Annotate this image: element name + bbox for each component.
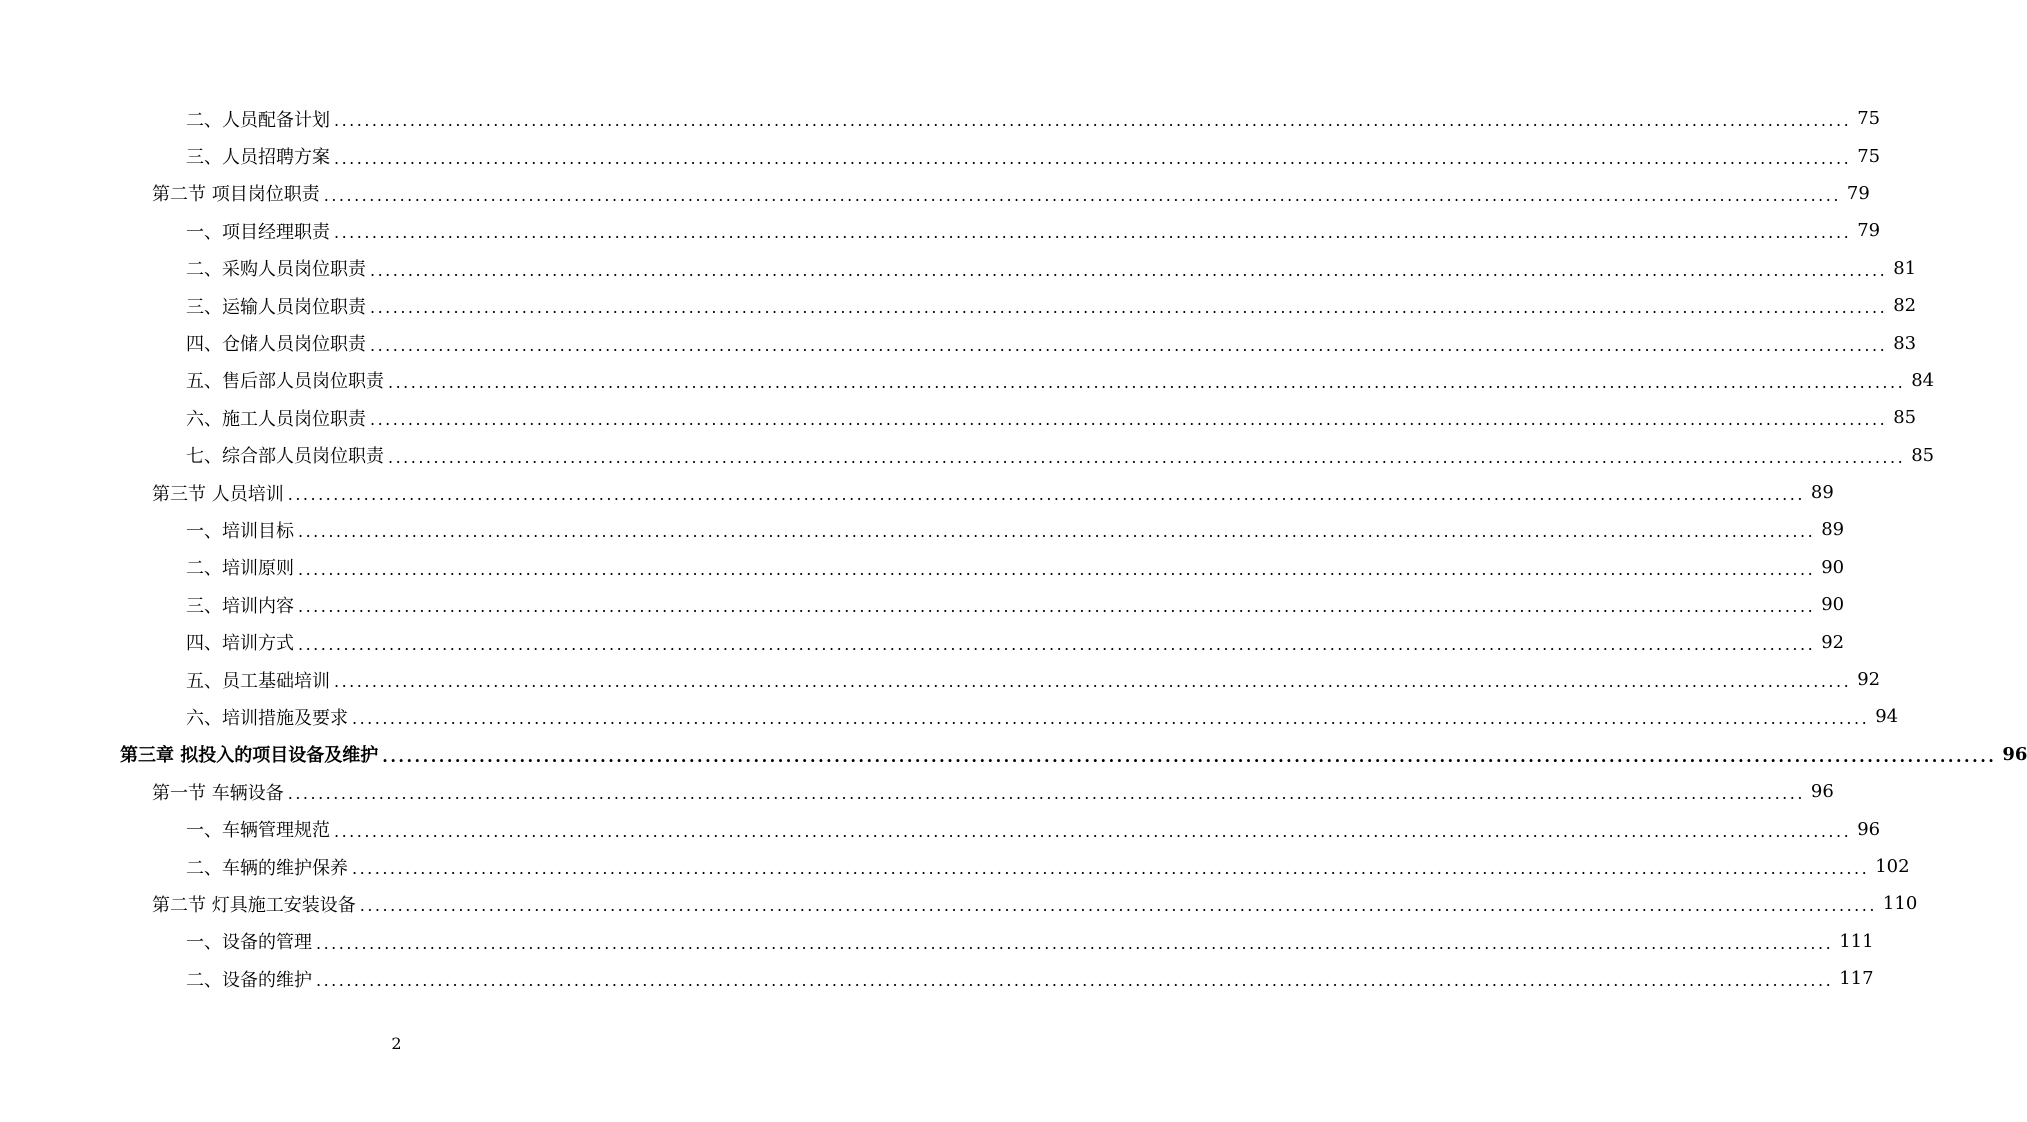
toc-entry-title: 五、售后部人员岗位职责 [186, 371, 384, 393]
toc-entry-title: 第三节 人员培训 [152, 483, 284, 505]
toc-item-entry[interactable] [0, 960, 1874, 997]
toc-entry-page: 117 [1839, 968, 1874, 990]
toc-entry-page: 102 [1875, 856, 1910, 877]
toc-item-entry[interactable] [0, 623, 1845, 660]
toc-item-entry[interactable] [0, 399, 1917, 436]
dot-leader: ........................................................................................................................................................................................................ [370, 260, 1888, 280]
toc-section-entry[interactable] [0, 474, 1834, 511]
toc-entry-page: 75 [1857, 145, 1881, 167]
toc-entry-title: 六、施工人员岗位职责 [186, 408, 366, 430]
toc-item-entry[interactable] [0, 810, 1881, 847]
toc-item-entry[interactable] [0, 324, 1917, 361]
dot-leader: ........................................................................................................................................................................................................ [298, 597, 1816, 617]
toc-entry-page: 110 [1882, 893, 1918, 915]
toc-entry-page: 83 [1893, 332, 1917, 354]
dot-leader: ........................................................................................................................................................................................................ [323, 185, 1841, 205]
toc-entry-title: 第二节 项目岗位职责 [152, 184, 320, 206]
dot-leader: ........................................................................................................................................................................................................ [287, 485, 1805, 505]
toc-item-entry[interactable] [0, 212, 1881, 249]
dot-leader: ........................................................................................................................................................................................................ [359, 896, 1877, 916]
toc-item-entry[interactable] [0, 250, 1917, 287]
toc-item-entry[interactable] [0, 586, 1845, 623]
toc-entry-title: 一、设备的管理 [186, 932, 312, 954]
toc-item-entry[interactable] [0, 437, 1935, 474]
toc-entry-page: 96 [1810, 781, 1834, 803]
dot-leader: ........................................................................................................................................................................................................ [298, 634, 1816, 654]
dot-leader: ........................................................................................................................................................................................................ [316, 933, 1834, 953]
toc-entry-page: 79 [1857, 220, 1881, 242]
toc-item-entry[interactable] [0, 698, 1899, 735]
dot-leader: ........................................................................................................................................................................................................ [298, 559, 1816, 579]
toc-entry-page: 75 [1857, 108, 1881, 130]
toc-entry-page: 92 [1821, 631, 1845, 653]
toc-entry-page: 89 [1821, 519, 1845, 541]
toc-entry-page: 92 [1857, 669, 1881, 691]
dot-leader: ........................................................................................................................................................................................................ [352, 709, 1870, 729]
toc-entry-title: 二、培训原则 [186, 558, 294, 580]
toc-item-entry[interactable] [0, 137, 1881, 174]
toc-entry-title: 二、采购人员岗位职责 [186, 259, 366, 281]
toc-item-entry[interactable] [0, 287, 1917, 324]
toc-item-entry[interactable] [0, 362, 1935, 399]
toc-entry-page: 79 [1846, 182, 1870, 204]
dot-leader: ........................................................................................................................................................................................................ [334, 148, 1852, 168]
table-of-contents [0, 100, 2027, 997]
toc-item-entry[interactable] [0, 100, 1881, 137]
toc-section-entry[interactable] [0, 885, 1918, 922]
toc-entry-title: 一、项目经理职责 [186, 221, 330, 243]
toc-entry-title: 三、人员招聘方案 [186, 147, 330, 169]
dot-leader: ........................................................................................................................................................................................................ [382, 746, 1997, 766]
toc-entry-title: 第一节 车辆设备 [152, 782, 284, 804]
toc-entry-page: 81 [1893, 257, 1917, 279]
dot-leader: ........................................................................................................................................................................................................ [370, 410, 1888, 430]
toc-entry-title: 第二节 灯具施工安装设备 [152, 894, 356, 916]
toc-entry-title: 二、人员配备计划 [186, 109, 330, 131]
dot-leader: ........................................................................................................................................................................................................ [334, 821, 1852, 841]
dot-leader: ........................................................................................................................................................................................................ [334, 223, 1852, 243]
toc-entry-title: 三、培训内容 [186, 595, 294, 617]
toc-entry-title: 六、培训措施及要求 [186, 707, 348, 729]
dot-leader: ........................................................................................................................................................................................................ [352, 859, 1870, 878]
toc-entry-page: 89 [1810, 482, 1834, 504]
toc-entry-page: 84 [1911, 369, 1935, 391]
toc-item-entry[interactable] [0, 848, 1910, 885]
dot-leader: ........................................................................................................................................................................................................ [370, 335, 1888, 355]
toc-entry-title: 二、车辆的维护保养 [186, 857, 348, 879]
dot-leader: ........................................................................................................................................................................................................ [316, 971, 1834, 991]
toc-entry-title: 二、设备的维护 [186, 969, 312, 991]
toc-entry-page: 96 [2002, 743, 2027, 765]
toc-entry-page: 96 [1857, 818, 1881, 840]
toc-entry-title: 四、培训方式 [186, 633, 294, 655]
dot-leader: ........................................................................................................................................................................................................ [370, 298, 1888, 318]
toc-entry-title: 第三章 拟投入的项目设备及维护 [120, 745, 379, 767]
toc-entry-title: 七、综合部人员岗位职责 [186, 446, 384, 468]
toc-entry-page: 90 [1821, 594, 1845, 616]
toc-entry-page: 94 [1875, 706, 1899, 728]
toc-section-entry[interactable] [0, 773, 1834, 810]
dot-leader: ........................................................................................................................................................................................................ [388, 447, 1906, 467]
toc-section-entry[interactable] [0, 175, 1870, 212]
dot-leader: ........................................................................................................................................................................................................ [334, 111, 1852, 131]
toc-entry-title: 四、仓储人员岗位职责 [186, 334, 366, 356]
toc-entry-title: 三、运输人员岗位职责 [186, 296, 366, 318]
dot-leader: ........................................................................................................................................................................................................ [287, 784, 1805, 804]
toc-entry-page: 82 [1893, 295, 1917, 317]
toc-entry-page: 111 [1839, 930, 1874, 952]
toc-chapter-entry[interactable] [0, 736, 2027, 773]
toc-entry-page: 90 [1821, 556, 1845, 578]
page-number: 2 [391, 1034, 402, 1053]
toc-item-entry[interactable] [0, 923, 1874, 960]
toc-entry-title: 一、车辆管理规范 [186, 820, 330, 842]
dot-leader: ........................................................................................................................................................................................................ [388, 372, 1906, 392]
toc-entry-title: 一、培训目标 [186, 520, 294, 542]
toc-item-entry[interactable] [0, 511, 1845, 548]
toc-entry-page: 85 [1911, 444, 1935, 466]
toc-item-entry[interactable] [0, 661, 1881, 698]
toc-entry-title: 五、员工基础培训 [186, 670, 330, 692]
toc-item-entry[interactable] [0, 549, 1845, 586]
toc-entry-page: 85 [1893, 407, 1917, 429]
dot-leader: ........................................................................................................................................................................................................ [298, 522, 1816, 542]
dot-leader: ........................................................................................................................................................................................................ [334, 672, 1852, 692]
